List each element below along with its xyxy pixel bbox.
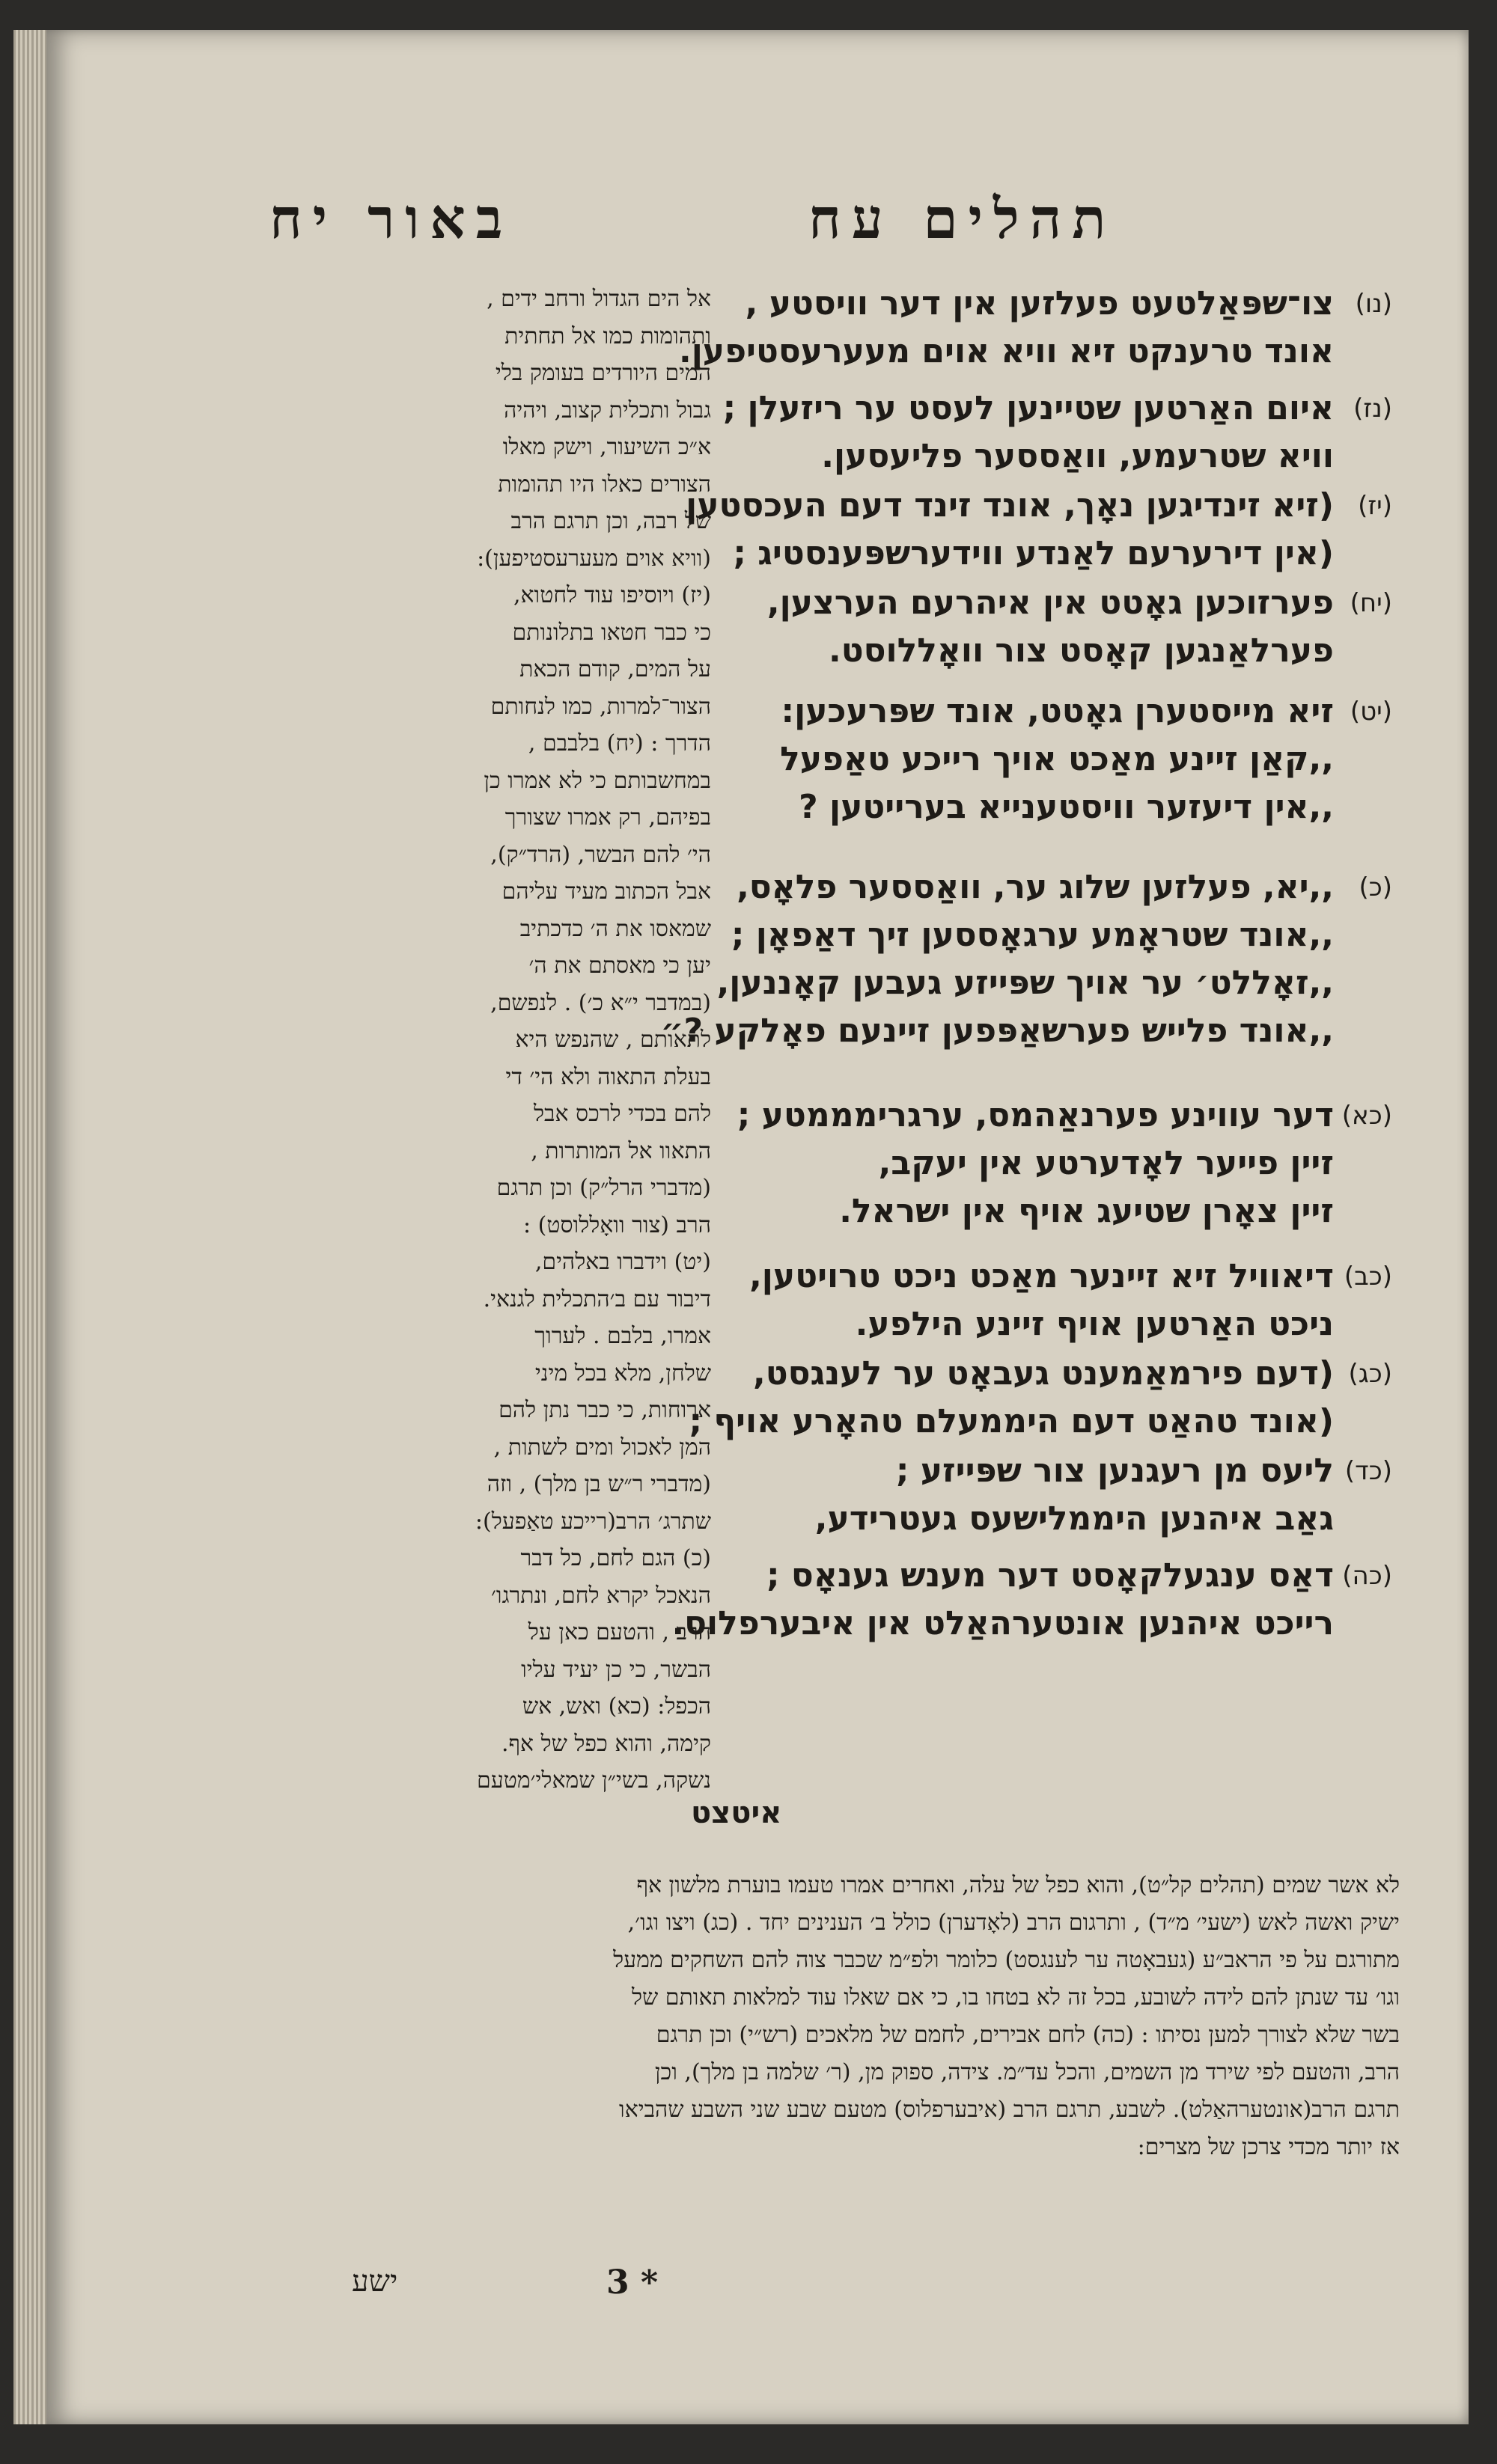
verse-line: דיאוויל זיא זיינער מאַכט ניכט טרויטען, <box>749 1257 1334 1295</box>
footnote-line: תרגם הרב(אונטערהאַלט). לשבע, תרגם הרב (איבערפלוס) מטעם שבע שני השבע שהביאו <box>619 2097 1400 2123</box>
commentary-line: (יז) ויוסיפו עוד לחטוא, <box>513 582 711 608</box>
verse-line: ,,אין דיעזער וויסטענייא בערייטען ? <box>799 788 1334 826</box>
verse-line: צו־שפּאַלטעט פעלזען אין דער וויסטע , <box>745 284 1334 322</box>
commentary-line: (יט) וידברו באלהים, <box>534 1249 711 1275</box>
signature-mark <box>606 2263 658 2302</box>
verse-number: (נו) <box>1355 289 1392 319</box>
commentary-line: נשקה, בשי״ן שמאלי׳מטעם <box>477 1767 711 1794</box>
commentary-line: של רבה, וכן תרגם הרב <box>510 508 711 534</box>
verse-line: גאַב איהנען היממלישעס געטרידע, <box>814 1500 1334 1538</box>
commentary-line: שמאסו את ה׳ כדכתיב <box>519 915 711 942</box>
commentary-line: הרב , והטעם כאן על <box>528 1619 711 1645</box>
catchword: איטצט <box>691 1796 782 1830</box>
footnote-line: מתורגם על פי הראב״ע (געבאָטה ער לענגסט) כלומר ולפ״מ שכבר צוה להם השחקים ממעל <box>613 1947 1400 1973</box>
star-mark: * <box>640 2263 658 2302</box>
commentary-line: הי׳ להם הבשר, (הרד״ק), <box>490 841 711 868</box>
commentary-line: במחשבותם כי לא אמרו כן <box>484 767 711 794</box>
page-edges <box>13 30 51 2424</box>
verse-line: דער עווינע פערנאַהמס, ערגרימממטע ; <box>737 1096 1334 1134</box>
verse-number: (נז) <box>1353 394 1392 424</box>
footnote-line: ישיק ואשה לאש (ישעי׳ מ״ד) , ותרגום הרב (לאָדערן) כולל ב׳ הענינים יחד . (כג) ויצו וגו׳, <box>627 1910 1400 1936</box>
commentary-line: יען כי מאסתם את ה׳ <box>528 953 711 979</box>
commentary-line: המים היורדים בעומק בלי <box>495 360 711 386</box>
verse-number: (כ) <box>1359 872 1392 902</box>
verse-number: (יז) <box>1358 491 1392 521</box>
verse-number: (יט) <box>1350 697 1392 727</box>
page-number: 3 <box>606 2263 629 2302</box>
commentary-line: (וויא אוים מעערעסטיפען): <box>477 545 711 572</box>
verse-number: (כד) <box>1344 1456 1392 1486</box>
commentary-line: שלחן, מלא בכל מיני <box>534 1360 711 1387</box>
verse-number: (כה) <box>1342 1561 1392 1591</box>
commentary-line: הנאכל יקרא לחם, ונתרגו׳ <box>491 1582 711 1609</box>
verse-line: ליעס מן רעגנען צור שפּייזע ; <box>895 1452 1334 1490</box>
commentary-line: דיבור עם ב׳התכלית לגנאי. <box>483 1286 711 1312</box>
verse-line: ,,יא, פעלזען שלוג ער, וואַססער פלאָס, <box>737 868 1334 906</box>
verse-line: וויא שטרעמע, וואַססער פליעסען. <box>821 437 1334 475</box>
verse-line: אונד טרענקט זיא וויא אוים מעערעסטיפען. <box>678 332 1334 370</box>
verse-line: (אונד טהאַט דעם היממעלם טהאָרע אויף ; <box>689 1402 1334 1440</box>
verse-line: ,,קאַן זיינע מאַכט אויך רייכע טאַפעל <box>780 740 1334 778</box>
verse-line: (אין דירערעם לאַנדע ווידערשפּענסטיג ; <box>733 534 1334 572</box>
verse-line: (דעם פירמאַמענט געבאָט ער לענגסט, <box>753 1354 1334 1393</box>
commentary-line: הבשר, כי כן יעיד עליו <box>521 1656 711 1683</box>
verse-line: זיין פייער לאָדערטע אין יעקב, <box>878 1144 1334 1182</box>
commentary-line: לתאותם , שהנפש היא <box>515 1027 711 1053</box>
commentary-line: המן לאכול ומים לשתות , <box>493 1434 711 1461</box>
commentary-line: (מדברי הרל״ק) וכן תרגם <box>496 1175 711 1201</box>
commentary-line: הצורים כאלו היו תהומות <box>498 471 711 498</box>
verse-line: זיין צאָרן שטיעג אויף אין ישראל. <box>839 1192 1334 1230</box>
verse-number: (כב) <box>1344 1262 1392 1291</box>
footnote-line: וגו׳ עד שנתן להם לידה לשובע, בכל זה לא בטחו בו, כי אם שאלו עוד למלאות תאותם של <box>631 1984 1400 2011</box>
verse-number: (כג) <box>1348 1359 1392 1389</box>
footnote-line: אז יותר מכדי צרכן של מצרים: <box>1137 2134 1400 2160</box>
commentary-line: הדרך : (יח) בלבבם , <box>528 730 711 756</box>
verse-line: דאַס ענגעלקאָסט דער מענש גענאָס ; <box>766 1556 1334 1595</box>
commentary-line: להם בכדי לרכס אבל <box>533 1101 711 1127</box>
verse-line: רייכט איהנען אונטערהאַלט אין איבערפלוס. <box>671 1604 1334 1642</box>
verse-line: זיא מייסטערן גאָטט, אונד שפּרעכען: <box>781 692 1334 730</box>
commentary-line: ותהומות כמו אל תחתית <box>504 322 711 349</box>
commentary-line: א״כ השיעור, וישק מאלו <box>502 434 711 460</box>
commentary-line: אמרו, בלבם . לערוך <box>534 1323 711 1349</box>
commentary-line: גבול ותכלית קצוב, ויהיה <box>504 397 711 424</box>
verse-line: ,,אונד פלייש פערשאַפּפען זיינעם פאָלקע ?״ <box>660 1012 1334 1050</box>
commentary-line: הצור־למרות, כמו לנחותם <box>490 693 711 720</box>
commentary-line: (כ) הגם לחם, כל דבר <box>520 1545 711 1571</box>
verse-number: (יח) <box>1350 588 1392 618</box>
verse-number: (כא) <box>1341 1101 1392 1131</box>
verse-line: פערלאַנגען קאָסט צור וואָללוסט. <box>829 632 1334 670</box>
commentary-line: (במדבר י״א כ׳) . לנפשם, <box>490 989 711 1016</box>
commentary-line: ארוחות, כי כבר נתן להם <box>499 1397 711 1423</box>
verse-line: פערזוכען גאָטט אין איהרעם הערצען, <box>766 584 1334 622</box>
commentary-line: אבל הכתוב מעיד עליהם <box>501 878 711 905</box>
commentary-line: בפיהם, רק אמרו שצורך <box>504 804 711 831</box>
commentary-line: אל הים הגדול ורחב ידים , <box>487 286 711 312</box>
commentary-line: (מדברי ר״ש בן מלך) , וזה <box>487 1471 711 1497</box>
commentary-line: על המים, קודם הכאת <box>519 656 711 682</box>
verse-line: ,,אונד שטראָמע ערגאָססען זיך דאַפאָן ; <box>731 916 1334 954</box>
verse-line: ,,זאָללט׳ ער אויך שפּייזע געבען קאָננען, <box>716 964 1334 1002</box>
commentary-line: קימה, והוא כפל של אף. <box>501 1730 711 1757</box>
commentary-line: בעלת התאוה ולא הי׳ די <box>505 1063 711 1090</box>
commentary-line: התאוו אל המותרות , <box>531 1137 711 1164</box>
verse-line: ניכט האַרטען אויף זיינע הילפע. <box>855 1305 1334 1343</box>
commentary-line: הרב (צור וואָללוסט) : <box>523 1211 711 1238</box>
psalms-header: תהלים עח <box>808 187 1117 251</box>
commentary-line: הכפל: (כא) ואש, אש <box>522 1693 711 1719</box>
commentary-header: באור יח <box>269 187 513 251</box>
verse-line: (זיא זינדיגען נאָך, אונד זינד דעם העכסטען <box>686 486 1334 525</box>
footnote-line: הרב, והטעם לפי שירד מן השמים, והכל עד״מ. צידה, ספוק מן, (ר׳ שלמה בן מלך), וכן <box>654 2059 1400 2085</box>
commentary-line: כי כבר חטאו בתלונותם <box>512 619 711 646</box>
footnote-line: לא אשר שמים (תהלים קל״ט), והוא כפל של עלה, ואחרים אמרו טעמו בוערת מלשון אף <box>636 1872 1400 1898</box>
commentary-line: שתרג׳ הרב(רייכע טאַפעל): <box>475 1508 711 1535</box>
verse-line: איום האַרטען שטיינען לעסט ער ריזעלן ; <box>722 389 1334 427</box>
footnote-line: בשר שלא לצורך למען נסיתו : (כה) לחם אבירים, לחמם של מלאכים (רש״י) וכן תרגם <box>656 2022 1400 2048</box>
footer-signature: ישע <box>352 2264 398 2299</box>
